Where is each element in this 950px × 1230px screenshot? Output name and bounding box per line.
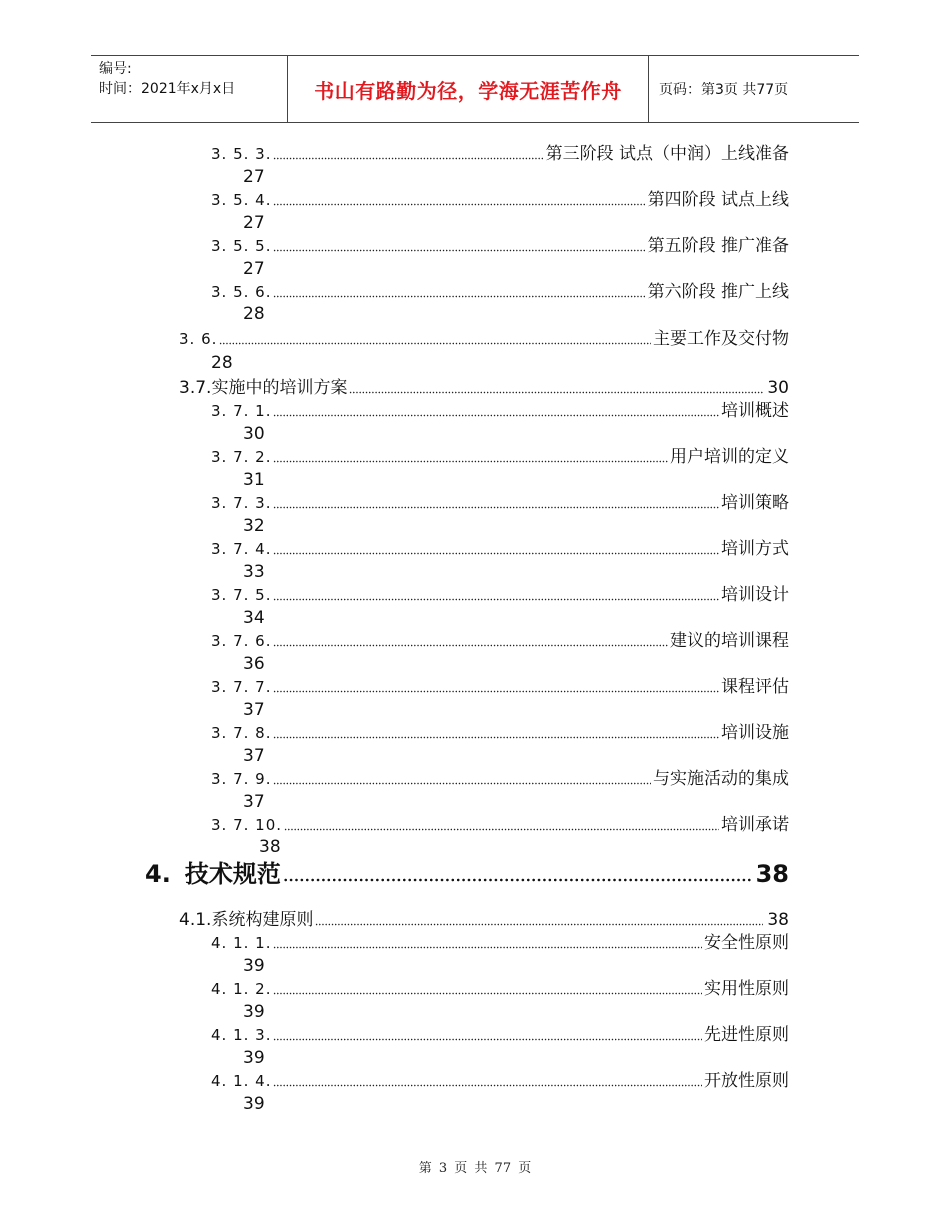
toc-number: 4.	[145, 860, 171, 888]
toc-entry[interactable]	[211, 189, 789, 211]
toc-leader	[273, 249, 645, 252]
toc-title: 建议的培训课程	[670, 631, 789, 651]
toc-page-number: 31	[243, 470, 265, 490]
toc-leader	[273, 782, 651, 785]
toc-number: 3. 5. 3.	[211, 145, 272, 163]
toc-leader	[273, 736, 719, 739]
toc-title: 主要工作及交付物	[653, 329, 789, 349]
toc-number: 4. 1. 2.	[211, 980, 272, 998]
toc-title: 第五阶段 推广准备	[647, 236, 789, 256]
toc-number: 3. 5. 5.	[211, 237, 272, 255]
toc-title: 培训承诺	[721, 815, 789, 835]
toc-number: 3. 7. 3.	[211, 494, 272, 512]
toc-page-number: 37	[243, 746, 265, 766]
toc-number: 4. 1. 3.	[211, 1026, 272, 1044]
toc-leader	[273, 460, 668, 463]
toc-page-number: 38	[767, 910, 789, 930]
toc-title: 培训设计	[721, 585, 789, 605]
toc-title: 培训设施	[721, 723, 789, 743]
toc-number: 4.1.	[179, 910, 212, 930]
toc-number: 3. 7. 8.	[211, 724, 272, 742]
toc-page-number: 39	[243, 1094, 265, 1114]
toc-entry[interactable]	[211, 676, 789, 698]
toc-entry[interactable]	[211, 768, 789, 790]
toc-title: 第三阶段 试点（中润）上线准备	[545, 144, 789, 164]
toc-title: 先进性原则	[704, 1025, 789, 1045]
toc-title: 培训策略	[721, 493, 789, 513]
toc-title: 用户培训的定义	[670, 447, 789, 467]
toc-leader	[273, 203, 645, 206]
toc-title: 第四阶段 试点上线	[647, 190, 789, 210]
toc-entry[interactable]	[211, 235, 789, 257]
toc-page-number: 38	[755, 860, 789, 888]
toc-leader	[273, 644, 668, 647]
toc-entry[interactable]	[211, 932, 789, 954]
toc-entry[interactable]	[211, 630, 789, 652]
toc-number: 3.7.	[179, 378, 212, 398]
toc-page-number: 27	[243, 167, 265, 187]
toc-leader	[273, 506, 719, 509]
toc-entry[interactable]	[211, 492, 789, 514]
toc-number: 3. 7. 2.	[211, 448, 272, 466]
toc-page-number: 28	[211, 353, 233, 373]
toc-title: 培训方式	[721, 539, 789, 559]
toc-entry[interactable]	[211, 1024, 789, 1046]
toc-leader	[273, 1038, 702, 1041]
toc-title: 技术规范	[184, 860, 281, 888]
toc-page-number: 30	[767, 378, 789, 398]
toc-number: 3. 7. 7.	[211, 678, 272, 696]
toc-page-number: 37	[243, 700, 265, 720]
toc-leader	[273, 946, 702, 949]
toc-leader	[273, 598, 719, 601]
toc-leader	[273, 552, 719, 555]
header-page-info: 页码：第3页 共77页	[659, 82, 789, 98]
toc-page-number: 39	[243, 1048, 265, 1068]
toc-entry[interactable]	[179, 328, 789, 350]
toc-leader	[283, 878, 752, 882]
toc-page-number: 27	[243, 259, 265, 279]
toc-leader	[219, 342, 651, 345]
toc-leader	[273, 992, 702, 995]
toc-title: 系统构建原则	[211, 910, 314, 930]
toc-number: 3. 6.	[179, 330, 218, 348]
toc-title: 实施中的培训方案	[211, 378, 348, 398]
toc-page-number: 27	[243, 213, 265, 233]
toc-page-number: 37	[243, 792, 265, 812]
toc-leader	[273, 157, 543, 160]
toc-title: 与实施活动的集成	[653, 769, 789, 789]
code-label: 编号:	[99, 61, 132, 77]
toc-leader	[273, 1084, 702, 1087]
page-footer: 第 3 页 共 77 页	[418, 1161, 532, 1176]
toc-entry[interactable]	[211, 281, 789, 303]
toc-leader	[273, 690, 719, 693]
toc-leader	[315, 923, 763, 926]
toc-title: 第六阶段 推广上线	[647, 282, 789, 302]
toc-entry[interactable]	[211, 584, 789, 606]
toc-entry[interactable]	[179, 377, 789, 399]
toc-page-number: 38	[259, 837, 281, 857]
toc-entry[interactable]	[211, 978, 789, 1000]
toc-leader	[349, 391, 763, 394]
toc-number: 4. 1. 1.	[211, 934, 272, 952]
toc-page-number: 36	[243, 654, 265, 674]
toc-entry[interactable]	[211, 814, 789, 836]
toc-title: 安全性原则	[704, 933, 789, 953]
toc-page-number: 34	[243, 608, 265, 628]
toc-number: 3. 7. 6.	[211, 632, 272, 650]
toc-entry[interactable]	[211, 538, 789, 560]
toc-leader	[273, 414, 719, 417]
toc-number: 3. 5. 6.	[211, 283, 272, 301]
page-header	[91, 55, 859, 123]
toc-page-number: 39	[243, 956, 265, 976]
toc-entry[interactable]	[211, 400, 789, 422]
toc-number: 3. 7. 5.	[211, 586, 272, 604]
toc-page-number: 39	[243, 1002, 265, 1022]
toc-page-number: 28	[243, 304, 265, 324]
toc-title: 课程评估	[721, 677, 789, 697]
toc-number: 4. 1. 4.	[211, 1072, 272, 1090]
toc-title: 实用性原则	[704, 979, 789, 999]
toc-entry[interactable]	[211, 143, 789, 165]
toc-entry[interactable]	[211, 1070, 789, 1092]
time-label: 时间：2021年x月x日	[99, 81, 236, 97]
toc-entry-chapter[interactable]	[145, 858, 789, 890]
toc-number: 3. 7. 9.	[211, 770, 272, 788]
toc-leader	[284, 828, 719, 831]
toc-entry[interactable]	[179, 909, 789, 931]
toc-leader	[273, 295, 645, 298]
toc-number: 3. 7. 10.	[211, 816, 283, 834]
toc-entry[interactable]	[211, 722, 789, 744]
toc-number: 3. 7. 1.	[211, 402, 272, 420]
toc-page-number: 32	[243, 516, 265, 536]
toc-number: 3. 5. 4.	[211, 191, 272, 209]
toc-page-number: 30	[243, 424, 265, 444]
header-motto: 书山有路勤为径，学海无涯苦作舟	[287, 56, 649, 122]
toc-entry[interactable]	[211, 446, 789, 468]
toc-number: 3. 7. 4.	[211, 540, 272, 558]
toc-title: 开放性原则	[704, 1071, 789, 1091]
header-meta	[91, 56, 287, 122]
toc-title: 培训概述	[721, 401, 789, 421]
toc-page-number: 33	[243, 562, 265, 582]
